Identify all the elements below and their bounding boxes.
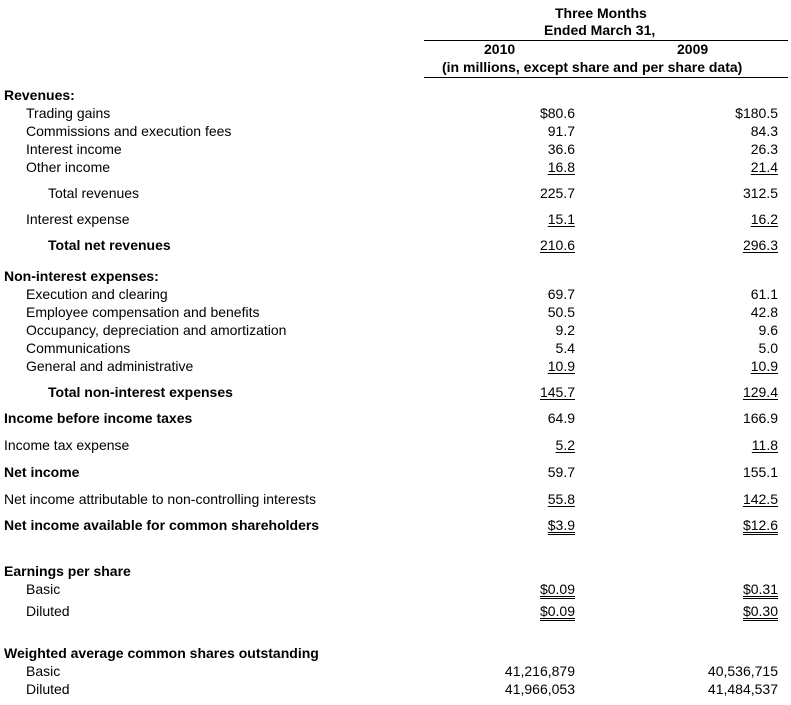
- commissions-2009: 84.3: [750, 123, 778, 139]
- net-income-2009: 155.1: [742, 464, 778, 480]
- trading-gains-label: Trading gains: [26, 105, 111, 121]
- communications-label: Communications: [26, 340, 131, 356]
- interest-expense-2009: 16.2: [750, 211, 778, 227]
- interest-income-label: Interest income: [26, 141, 122, 157]
- employee-comp-label: Employee compensation and benefits: [26, 304, 260, 320]
- total-nonint-2010: 145.7: [539, 384, 575, 400]
- total-nonint-2009: 129.4: [742, 384, 778, 400]
- revenues-heading: Revenues:: [4, 87, 75, 103]
- total-nonint-label: Total non-interest expenses: [48, 384, 233, 400]
- general-admin-2010: 10.9: [547, 358, 575, 374]
- occupancy-2010: 9.2: [555, 322, 575, 338]
- execution-clearing-2009: 61.1: [750, 286, 778, 302]
- eps-diluted-2009: $0.30: [742, 603, 778, 619]
- interest-income-2009: 26.3: [750, 141, 778, 157]
- total-net-revenues-2009: 296.3: [742, 237, 778, 253]
- general-admin-label: General and administrative: [26, 358, 194, 374]
- header-rule-bottom: [424, 77, 788, 78]
- nonint-heading: Non-interest expenses:: [4, 268, 159, 284]
- nci-label: Net income attributable to non-controlling interests: [4, 491, 317, 507]
- ni-common-label: Net income available for common shareholders: [4, 517, 320, 533]
- other-income-label: Other income: [26, 159, 111, 175]
- income-before-tax-label: Income before income taxes: [4, 410, 193, 426]
- ni-common-2010: $3.9: [547, 517, 575, 533]
- employee-comp-2009: 42.8: [750, 304, 778, 320]
- commissions-label: Commissions and execution fees: [26, 123, 232, 139]
- nci-2010: 55.8: [547, 491, 575, 507]
- ni-common-2009: $12.6: [742, 517, 778, 533]
- occupancy-2009: 9.6: [758, 322, 778, 338]
- nci-2009: 142.5: [742, 491, 778, 507]
- shares-heading: Weighted average common shares outstanding: [4, 645, 319, 661]
- shares-basic-2010: 41,216,879: [504, 663, 575, 679]
- trading-gains-2009: $180.5: [735, 105, 778, 121]
- employee-comp-2010: 50.5: [547, 304, 575, 320]
- shares-basic-2009: 40,536,715: [707, 663, 778, 679]
- total-revenues-2010: 225.7: [539, 185, 575, 201]
- income-tax-2009: 11.8: [751, 437, 778, 453]
- header-col-2010: 2010: [484, 41, 516, 57]
- shares-diluted-label: Diluted: [26, 681, 70, 697]
- income-before-tax-2009: 166.9: [742, 410, 778, 426]
- income-before-tax-2010: 64.9: [547, 410, 575, 426]
- other-income-2010: 16.8: [547, 159, 575, 175]
- header-ended: Ended March 31,: [544, 22, 656, 38]
- occupancy-label: Occupancy, depreciation and amortization: [26, 322, 287, 338]
- interest-income-2010: 36.6: [547, 141, 575, 157]
- header-units: (in millions, except share and per share data): [442, 59, 743, 75]
- commissions-2010: 91.7: [547, 123, 575, 139]
- eps-diluted-label: Diluted: [26, 603, 70, 619]
- other-income-2009: 21.4: [750, 159, 778, 175]
- net-income-label: Net income: [4, 464, 80, 480]
- interest-expense-2010: 15.1: [547, 211, 575, 227]
- header-rule-top: [424, 40, 788, 41]
- shares-diluted-2009: 41,484,537: [707, 681, 778, 697]
- eps-basic-2009: $0.31: [742, 581, 778, 597]
- income-tax-label: Income tax expense: [4, 437, 130, 453]
- header-three-months: Three Months: [555, 5, 647, 21]
- net-income-2010: 59.7: [547, 464, 575, 480]
- income-tax-2010: 5.2: [555, 437, 575, 453]
- shares-basic-label: Basic: [26, 663, 61, 679]
- shares-diluted-2010: 41,966,053: [504, 681, 575, 697]
- eps-heading: Earnings per share: [4, 563, 131, 579]
- communications-2010: 5.4: [555, 340, 575, 356]
- execution-clearing-label: Execution and clearing: [26, 286, 168, 302]
- communications-2009: 5.0: [758, 340, 778, 356]
- general-admin-2009: 10.9: [750, 358, 778, 374]
- total-net-revenues-label: Total net revenues: [48, 237, 171, 253]
- total-revenues-2009: 312.5: [742, 185, 778, 201]
- interest-expense-label: Interest expense: [26, 211, 130, 227]
- header-col-2009: 2009: [677, 41, 709, 57]
- eps-diluted-2010: $0.09: [539, 603, 575, 619]
- total-net-revenues-2010: 210.6: [539, 237, 575, 253]
- execution-clearing-2010: 69.7: [547, 286, 575, 302]
- eps-basic-2010: $0.09: [539, 581, 575, 597]
- trading-gains-2010: $80.6: [539, 105, 575, 121]
- eps-basic-label: Basic: [26, 581, 61, 597]
- total-revenues-label: Total revenues: [48, 185, 140, 201]
